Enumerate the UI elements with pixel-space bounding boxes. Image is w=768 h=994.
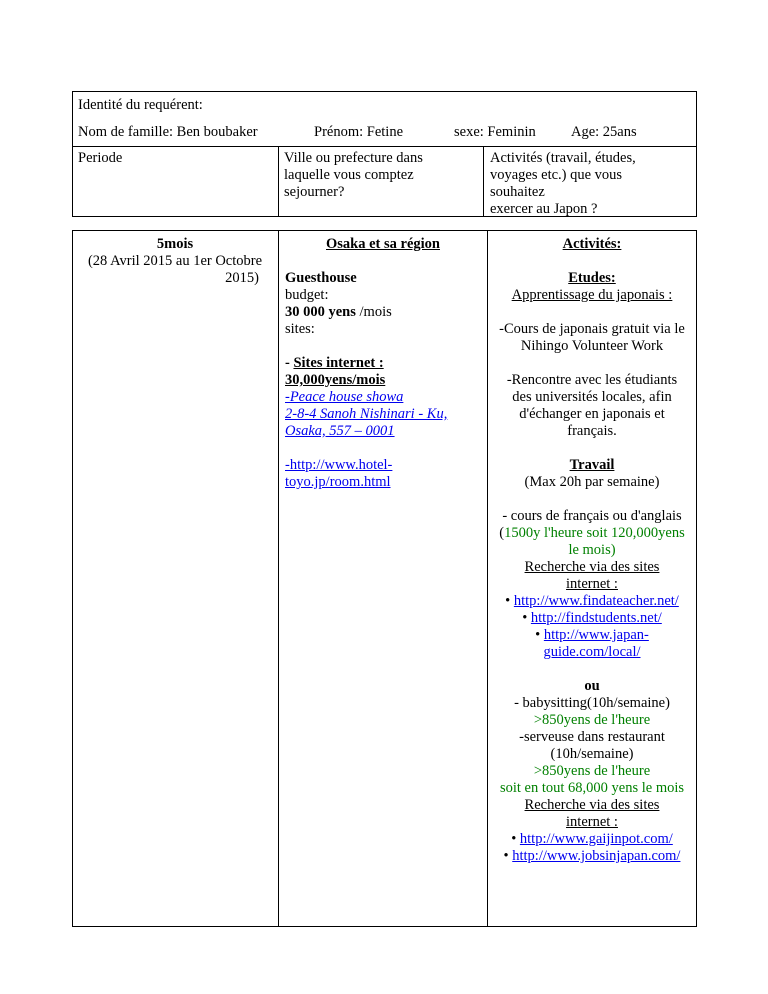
duration: 5mois xyxy=(156,236,194,252)
guesthouse-label: Guesthouse xyxy=(285,270,357,286)
identity-title: Identité du requérent: xyxy=(78,97,203,113)
identity-col-line-2 xyxy=(483,146,484,217)
japan-guide-link[interactable]: • http://www.japan- xyxy=(535,627,649,643)
region-cell xyxy=(285,236,481,491)
peace-house-address[interactable]: -Peace house showa 2-8-4 Sanoh Nishinari - Ku, Osaka, 557 – 0001 xyxy=(285,389,448,439)
price-per-month: 30,000yens/mois xyxy=(285,372,386,388)
activites-cell: Activités: Etudes: Apprentissage du japonais : -Cours de japonais gratuit via le Nihingo Volunteer Work -Rencontre avec les étudiants des universités locales, afin d'échanger en japonais et français. Travail (Max 20h par semaine) - cours de français ou d'anglais (1500y l'heure soit 120,000yens le mois) Recherche via des sites internet : • http://www.findateacher.net/ • http://findstudents.net/ • http://www.japan- guide.com/local/ ou - babysitting(10h/semaine) >850yens de l'heure -serveuse dans restaurant (10h/semaine) >850yens de l'heure soit en tout 68,000 yens le mois Recherche via des sites internet : • http://www.gaijinpot.com/ • http://www.jobsinjapan.com/ xyxy=(488,236,696,865)
budget-label: budget: xyxy=(285,287,329,303)
sexe-field: sexe: Feminin xyxy=(454,124,536,140)
prenom-field: Prénom: Fetine xyxy=(314,124,404,140)
identity-col-line-1 xyxy=(278,146,279,217)
ville-question: Ville ou prefecture dans laquelle vous comptez sejourner? xyxy=(284,150,423,200)
hotel-toyo-link[interactable]: -http://www.hotel- toyo.jp/room.html xyxy=(285,457,393,490)
gaijinpot-link[interactable]: • http://www.gaijinpot.com/ xyxy=(511,831,673,847)
nom-field: Nom de famille: Ben boubaker xyxy=(78,124,258,140)
age-field: Age: 25ans xyxy=(571,124,637,140)
sites-internet-heading: - Sites internet : xyxy=(285,355,384,371)
apprentissage-heading: Apprentissage du japonais : xyxy=(511,287,673,303)
jobsinjapan-link[interactable]: • http://www.jobsinjapan.com/ xyxy=(503,848,681,864)
activites-title: Activités: xyxy=(562,236,622,252)
tutoring-price: (1500y l'heure soit 120,000yens xyxy=(499,525,685,541)
periode-label: Periode xyxy=(78,150,123,166)
findstudents-link[interactable]: • http://findstudents.net/ xyxy=(522,610,662,626)
etudes-heading: Etudes: xyxy=(568,270,616,286)
budget-value: 30 000 yens /mois xyxy=(285,304,392,320)
travail-heading: Travail xyxy=(569,457,615,473)
findateacher-link[interactable]: • http://www.findateacher.net/ xyxy=(505,593,679,609)
region-title: Osaka et sa région xyxy=(326,236,440,252)
periode-cell: 5mois (28 Avril 2015 au 1er Octobre 2015) xyxy=(73,236,277,287)
main-col-line-1 xyxy=(278,230,279,927)
sites-label: sites: xyxy=(285,321,315,337)
ou-label: ou xyxy=(584,678,600,694)
activites-question: Activités (travail, études, voyages etc.) que vous souhaitez exercer au Japon ? xyxy=(490,150,636,217)
identity-divider xyxy=(72,146,697,147)
